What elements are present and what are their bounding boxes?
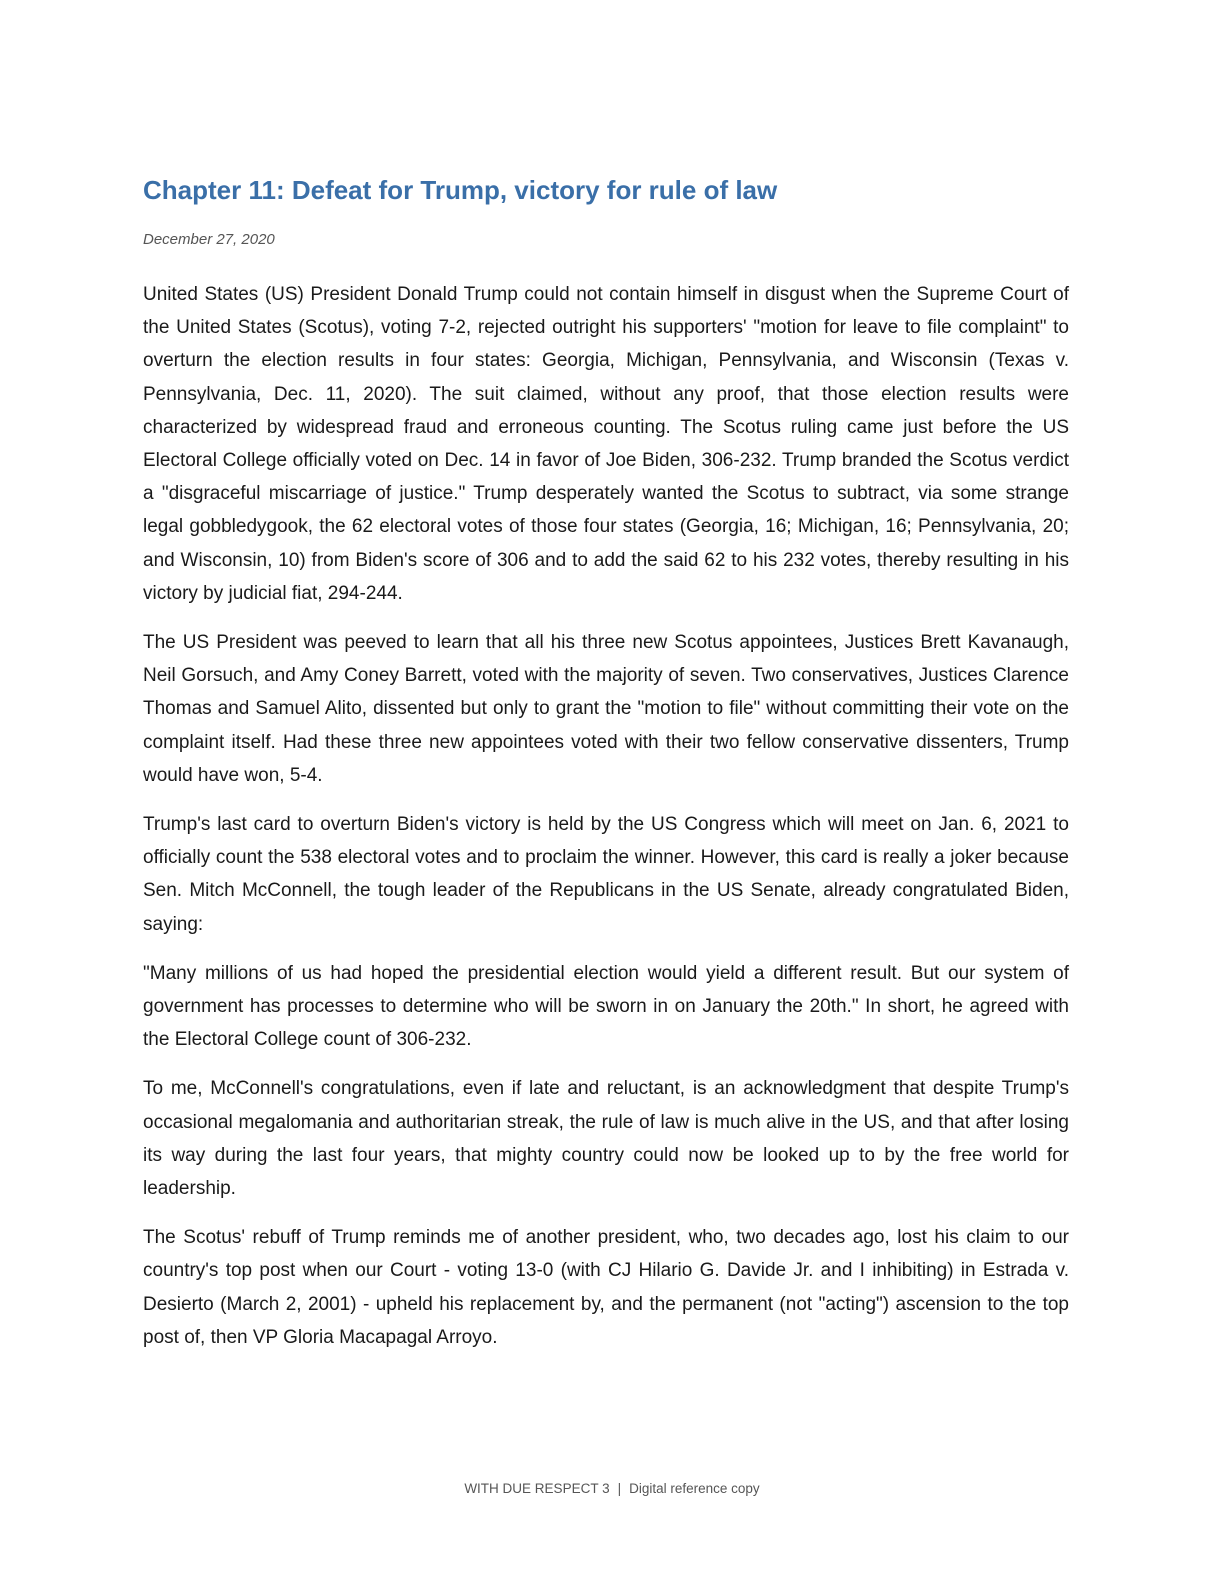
paragraph: To me, McConnell's congratulations, even if late and reluctant, is an acknowledgment that despite Trump's occasional megalomania and authoritarian streak, the rule of law is much alive in the US, and that after losing its way during the last four years, that mighty country could now be looked up to by the free world for leadership. bbox=[143, 1078, 1069, 1200]
paragraph: The US President was peeved to learn that all his three new Scotus appointees, Justices Brett Kavanaugh, Neil Gorsuch, and Amy Coney Barrett, voted with the majority of seven. Two conservatives, Justices Clarence Thomas and Samuel Alito, dissented but only to grant the "motion to file" without committing their vote on the complaint itself. Had these three new appointees voted with their two fellow conservative dissenters, Trump would have won, 5-4. bbox=[143, 632, 1069, 786]
page-footer bbox=[0, 1480, 1224, 1498]
quote-paragraph: "Many millions of us had hoped the presidential election would yield a different result. But our system of government has processes to determine who will be sworn in on January the 20th." In short, he agreed with the Electoral College count of 306-232. bbox=[143, 962, 1069, 1051]
chapter-title: Chapter 11: Defeat for Trump, victory for rule of law bbox=[143, 175, 778, 205]
publication-date: December 27, 2020 bbox=[143, 231, 275, 248]
paragraph: Trump's last card to overturn Biden's victory is held by the US Congress which will meet on Jan. 6, 2021 to officially count the 538 electoral votes and to proclaim the winner. However, this card is really a joker because Sen. Mitch McConnell, the tough leader of the Republicans in the US Senate, already congratulated Biden, saying: bbox=[143, 814, 1069, 935]
footer-book-title: WITH DUE RESPECT 3 bbox=[464, 1481, 610, 1496]
page-content bbox=[143, 172, 1069, 1354]
paragraph: The Scotus' rebuff of Trump reminds me of another president, who, two decades ago, lost his claim to our country's top post when our Court - voting 13-0 (with CJ Hilario G. Davide Jr. and I inhibiting) in Estrada v. Desierto (March 2, 2001) - upheld his replacement by, and the permanent (not "acting") ascension to the top post of, then VP Gloria Macapagal Arroyo. bbox=[143, 1227, 1069, 1348]
footer-separator: | bbox=[617, 1481, 622, 1496]
footer-note: Digital reference copy bbox=[629, 1481, 760, 1496]
paragraph: United States (US) President Donald Trump could not contain himself in disgust when the Supreme Court of the United States (Scotus), voting 7-2, rejected outright his supporters' "motion for leave to file complaint" to overturn the election results in four states: Georgia, Michigan, Pennsylvania, and Wisconsin (Texas v. Pennsylvania, Dec. 11, 2020). The suit claimed, without any proof, that those election results were characterized by widespread fraud and erroneous counting. The Scotus ruling came just before the US Electoral College officially voted on Dec. 14 in favor of Joe Biden, 306-232. Trump branded the Scotus verdict a "disgraceful miscarriage of justice." Trump desperately wanted the Scotus to subtract, via some strange legal gobbledygook, the 62 electoral votes of those four states (Georgia, 16; Michigan, 16; Pennsylvania, 20; and Wisconsin, 10) from Biden's score of 306 and to add the said 62 to his 232 votes, thereby resulting in his victory by judicial fiat, 294-244. bbox=[143, 284, 1069, 604]
